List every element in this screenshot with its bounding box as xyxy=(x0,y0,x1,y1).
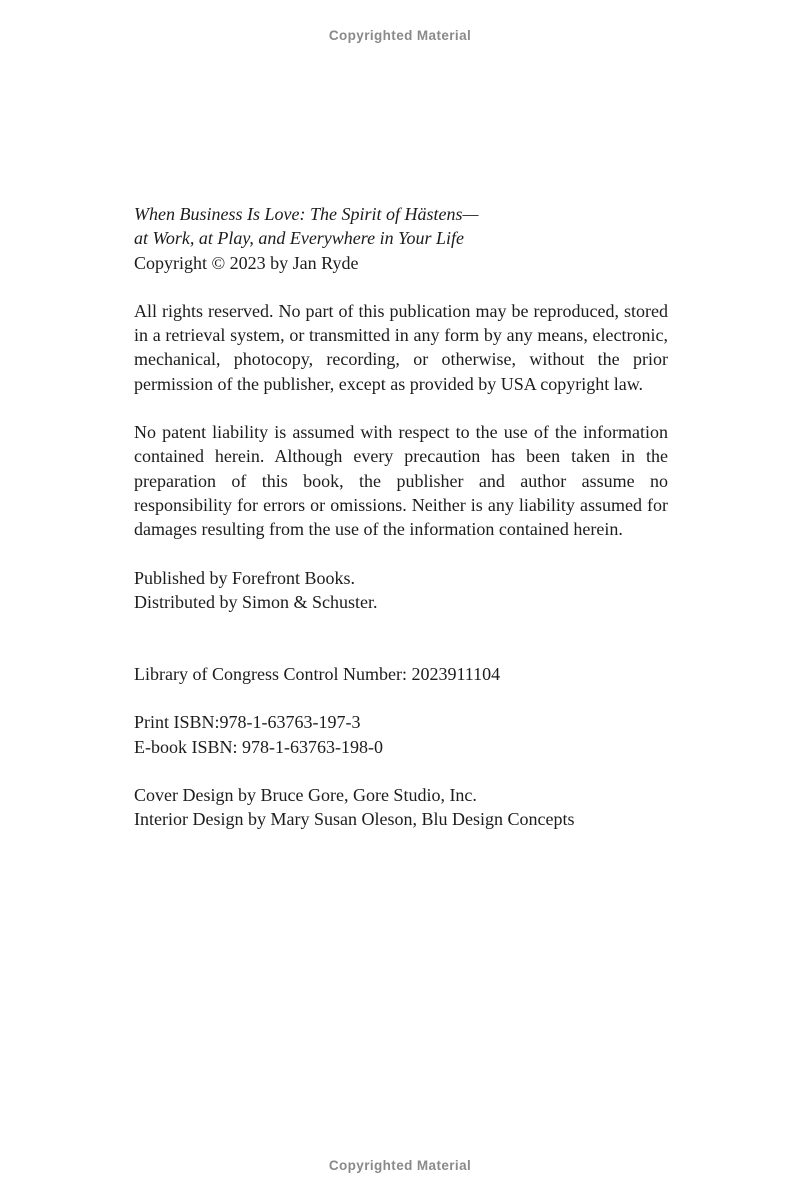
cover-design-line: Cover Design by Bruce Gore, Gore Studio, Inc. xyxy=(134,785,477,806)
all-rights-reserved-paragraph: All rights reserved. No part of this publication may be reproduced, stored in a retrieval system, or transmitted in any form by any means, electronic, mechanical, photocopy, recording, or otherwise, without the prior permission of the publisher, except as provided by USA copyright law. xyxy=(134,300,668,394)
distributed-by-line: Distributed by Simon & Schuster. xyxy=(134,591,378,612)
interior-design-line: Interior Design by Mary Susan Oleson, Blu Design Concepts xyxy=(134,809,575,830)
copyright-page-content xyxy=(134,202,668,856)
copyrighted-material-watermark-top: Copyrighted Material xyxy=(328,28,472,43)
ebook-isbn-line: E-book ISBN: 978-1-63763-198-0 xyxy=(134,736,383,757)
lccn-block xyxy=(134,662,668,686)
book-title-line1: When Business Is Love: The Spirit of Hästens— xyxy=(134,204,479,224)
published-by-line: Published by Forefront Books. xyxy=(134,567,356,588)
title-copyright-block xyxy=(134,202,668,275)
patent-liability-paragraph: No patent liability is assumed with respect to the use of the information contained herein. Although every precaution has been taken in the preparation of this book, the publisher and author assume no responsibility for errors or omissions. Neither is any liability assumed for damages resulting from the use of the information contained herein. xyxy=(134,422,668,540)
copyright-notice: Copyright © 2023 by Jan Ryde xyxy=(134,252,359,273)
copyrighted-material-watermark-bottom: Copyrighted Material xyxy=(328,1158,472,1173)
print-isbn-line: Print ISBN:978-1-63763-197-3 xyxy=(134,712,361,733)
book-title-line2: at Work, at Play, and Everywhere in Your Life xyxy=(134,228,464,249)
isbn-block xyxy=(134,710,668,759)
design-credits-block xyxy=(134,783,668,832)
lccn-line: Library of Congress Control Number: 2023911104 xyxy=(134,664,501,685)
publisher-block xyxy=(134,566,668,615)
